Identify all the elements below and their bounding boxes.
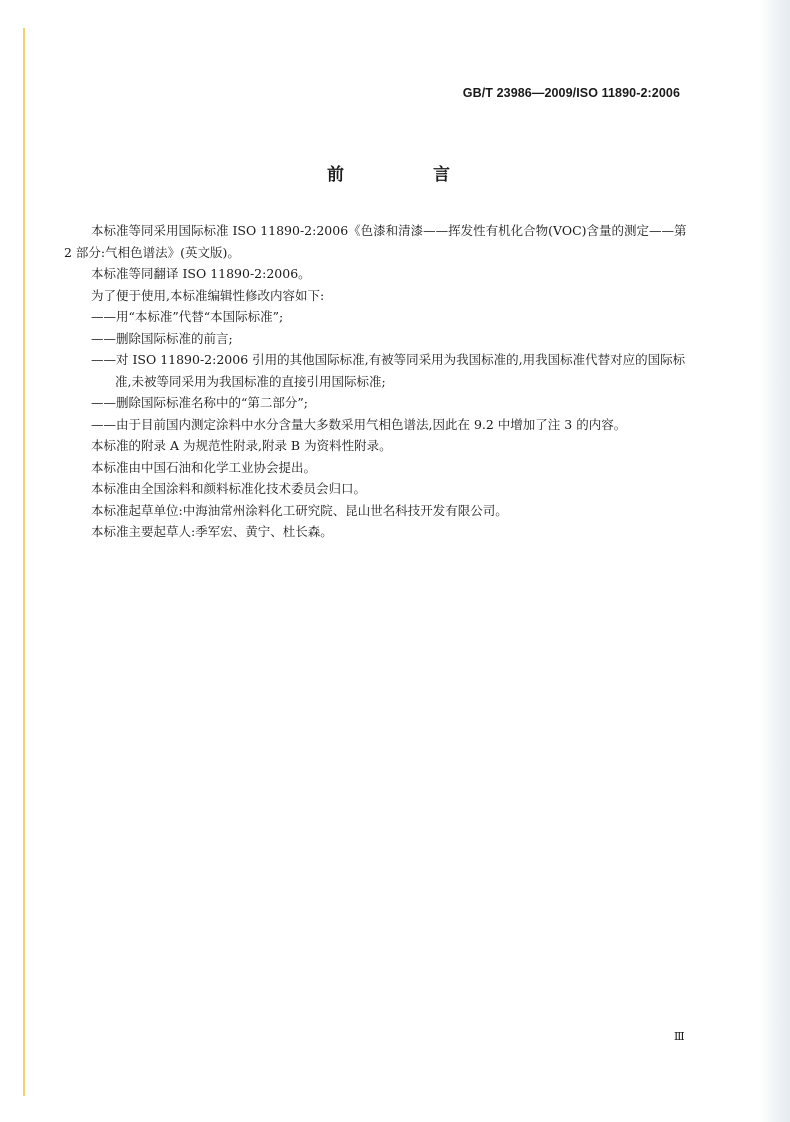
page-number: Ⅲ	[674, 1030, 684, 1043]
standard-number: GB/T 23986—2009/ISO 11890-2:2006	[462, 86, 680, 100]
modification-item: ——删除国际标准名称中的“第二部分”;	[91, 395, 308, 410]
modification-item: ——对 ISO 11890-2:2006 引用的其他国际标准,有被等同采用为我国标准的,用我国标准代替对应的国际标准,未被等同采用为我国标准的直接引用国际标准;	[91, 352, 686, 389]
paragraph-modifications-intro: 为了便于使用,本标准编辑性修改内容如下:	[91, 287, 325, 303]
modification-item: ——由于目前国内测定涂料中水分含量大多数采用气相色谱法,因此在 9.2 中增加了注 3 的内容。	[91, 416, 627, 432]
paragraph-translation: 本标准等同翻译 ISO 11890-2:2006。	[91, 266, 311, 281]
paragraph-drafters: 本标准主要起草人:季军宏、黄宁、杜长森。	[91, 524, 333, 539]
paragraph-proposer: 本标准由中国石油和化学工业协会提出。	[91, 459, 317, 475]
page-edge-rule	[23, 28, 25, 1096]
modification-item: ——用“本标准”代替“本国际标准”;	[91, 309, 284, 324]
modification-item: ——删除国际标准的前言;	[91, 330, 233, 346]
paragraph-annexes: 本标准的附录 A 为规范性附录,附录 B 为资料性附录。	[91, 438, 392, 453]
scan-edge-shadow	[760, 0, 790, 1122]
paragraph-committee: 本标准由全国涂料和颜料标准化技术委员会归口。	[91, 481, 367, 496]
foreword-body	[64, 220, 689, 543]
paragraph-adoption: 本标准等同采用国际标准 ISO 11890-2:2006《色漆和清漆——挥发性有机化合物(VOC)含量的测定——第 2 部分:气相色谱法》(英文版)。	[64, 223, 687, 260]
page-title: 前 言	[327, 165, 486, 185]
paragraph-drafting-units: 本标准起草单位:中海油常州涂料化工研究院、昆山世名科技开发有限公司。	[91, 502, 508, 518]
